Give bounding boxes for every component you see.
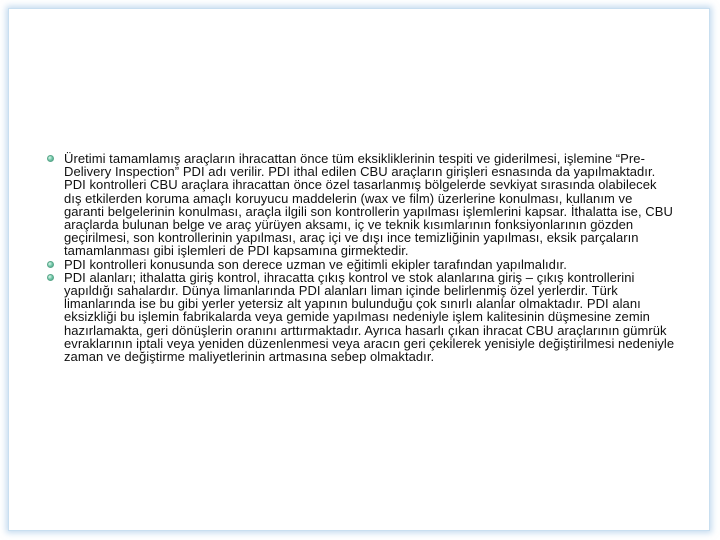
bullet-dot-icon xyxy=(47,155,54,162)
bullet-item-3 xyxy=(64,271,676,363)
bullet-dot-icon xyxy=(47,274,54,281)
bullet-list xyxy=(64,152,676,363)
bullet-text-2: PDI kontrolleri konusunda son derece uzman ve eğitimli ekipler tarafından yapılmalıdır. xyxy=(64,256,567,272)
bullet-text-1: Üretimi tamamlamış araçların ihracattan önce tüm eksikliklerinin tespiti ve giderilmesi, işlemine “Pre-Delivery Inspection” PDI adı verilir. PDI ithal edilen CBU araçların girişleri esnasında da yapılmaktadır. PDI kontrolleri CBU araçlara ihracattan önce özel tasarlanmış bölgelerde sevkiyat sırasında olabilecek dış etkilerden koruma amaçlı koruyucu maddelerin (wax ve film) üzerlerine konulması, kullanım ve garanti belgelerinin konulması, araçla ilgili son kontrollerin yapılması işlemlerini kapsar. İthalatta ise, CBU araçlarda bulunan belge ve araç yürüyen aksamı, iç ve teknik kısımlarının fonksiyonlarının gözden geçirilmesi, son kontrollerinin yapılması, araç içi ve dışı ince temizliğinin yapılması, eksik parçaların tamamlanması gibi işlemleri de PDI kapsamına girmektedir. xyxy=(64,151,673,259)
bullet-dot-icon xyxy=(47,261,54,268)
bullet-item-1 xyxy=(64,152,676,258)
bullet-text-3: PDI alanları; ithalatta giriş kontrol, ihracatta çıkış kontrol ve stok alanlarına giriş – çıkış kontrollerini yapıldığı sahalardır. Dünya limanlarında PDI alanları liman içinde belirlenmiş özel yerlerdir. Türk limanlarında ise bu gibi yerler yetersiz alt yapının bulunduğu çok sınırlı alanlar olmaktadır. PDI alanı eksizkliği bu işlemin fabrikalarda veya gemide yapılması nedeniyle işlem kalitesinin düşmesine zemin hazırlamakta, geri dönüşlerin oranını arttırmaktadır. Ayrıca hasarlı çıkan ihracat CBU araçlarının gümrük evraklarının iptali veya yeniden düzenlenmesi veya aracın geri çekilerek yenisiyle değiştirilmesi nedeniyle zaman ve değiştirme maliyetlerinin artmasına sebep olmaktadır. xyxy=(64,269,675,365)
